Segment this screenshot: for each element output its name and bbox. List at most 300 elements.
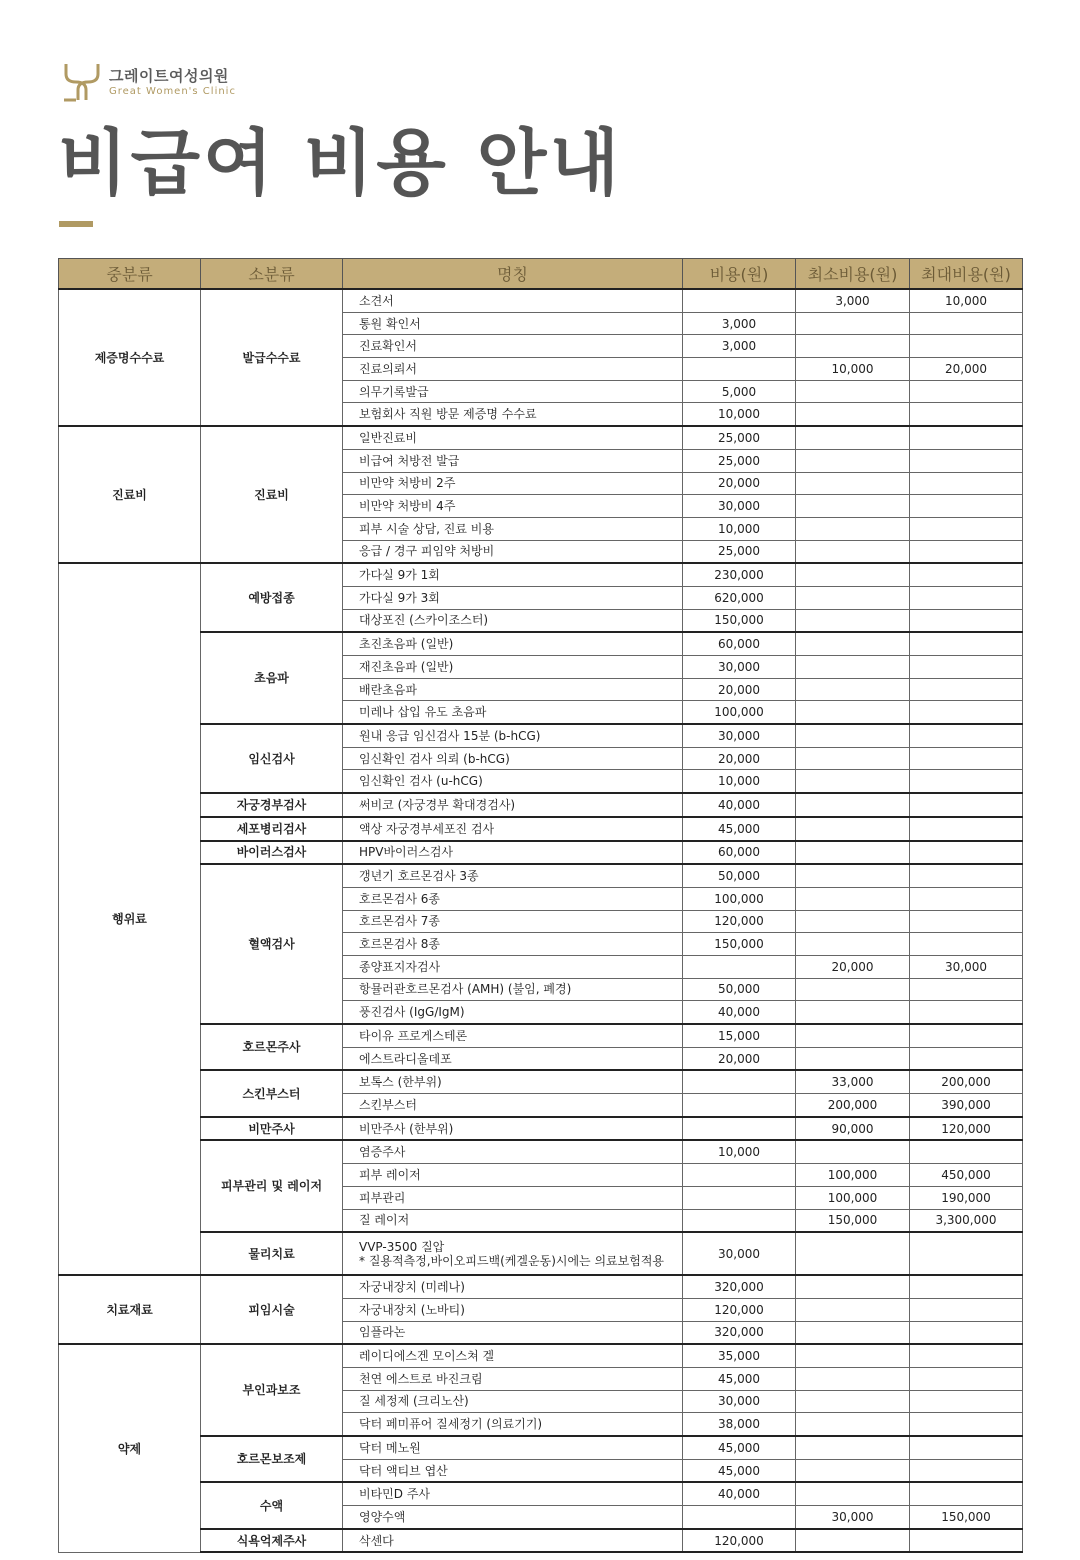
subcategory-cell: 물리치료	[201, 1232, 343, 1275]
category-cell: 치료재료	[59, 1275, 201, 1344]
item-name-cell	[343, 609, 683, 632]
cost-cell: 30,000	[683, 724, 796, 747]
item-name-cell	[343, 1344, 683, 1367]
table-row	[59, 1117, 1023, 1141]
max-cost-cell	[910, 1024, 1023, 1047]
table-row	[59, 1344, 1023, 1367]
max-cost-cell	[910, 335, 1023, 358]
max-cost-cell: 390,000	[910, 1094, 1023, 1117]
item-name: 통원 확인서	[359, 316, 421, 331]
cost-cell: 20,000	[683, 1047, 796, 1070]
min-cost-cell	[796, 933, 910, 956]
table-row	[59, 817, 1023, 841]
item-name: 소견서	[359, 293, 394, 308]
item-name: 재진초음파 (일반)	[359, 659, 454, 674]
item-name-cell	[343, 1459, 683, 1482]
item-name-cell	[343, 289, 683, 312]
item-name-cell	[343, 540, 683, 563]
cost-cell: 60,000	[683, 841, 796, 865]
cost-cell: 10,000	[683, 517, 796, 540]
table-row	[59, 793, 1023, 817]
item-name-cell	[343, 933, 683, 956]
cost-cell	[683, 1117, 796, 1141]
cost-cell: 100,000	[683, 701, 796, 724]
cost-cell: 50,000	[683, 978, 796, 1001]
max-cost-cell	[910, 517, 1023, 540]
subcategory-cell: 스킨부스터	[201, 1070, 343, 1116]
item-name: 호르몬검사 8종	[359, 937, 441, 952]
max-cost-cell: 30,000	[910, 955, 1023, 978]
max-cost-cell	[910, 1140, 1023, 1163]
max-cost-cell	[910, 312, 1023, 335]
cost-cell: 120,000	[683, 1298, 796, 1321]
max-cost-cell	[910, 747, 1023, 770]
item-name: 보험회사 직원 방문 제증명 수수료	[359, 407, 537, 422]
subcategory-cell: 진료비	[201, 426, 343, 563]
item-name: 비타민D 주사	[359, 1487, 431, 1502]
cost-cell: 3,000	[683, 335, 796, 358]
cost-cell: 30,000	[683, 656, 796, 679]
item-name: 임신확인 검사 의뢰 (b-hCG)	[359, 751, 510, 766]
item-name: 에스트라디올데포	[359, 1051, 452, 1066]
min-cost-cell	[796, 978, 910, 1001]
item-name-cell	[343, 978, 683, 1001]
item-name: 스킨부스터	[359, 1097, 417, 1112]
max-cost-cell	[910, 1459, 1023, 1482]
cost-cell: 20,000	[683, 472, 796, 495]
item-name: 영양수액	[359, 1509, 406, 1524]
min-cost-cell	[796, 449, 910, 472]
item-name-cell	[343, 1232, 683, 1275]
max-cost-cell	[910, 656, 1023, 679]
min-cost-cell	[796, 1001, 910, 1024]
table-row	[59, 1140, 1023, 1163]
min-cost-cell	[796, 841, 910, 865]
max-cost-cell	[910, 472, 1023, 495]
subcategory-cell: 식욕억제주사	[201, 1529, 343, 1553]
item-name: 자궁내장치 (노바티)	[359, 1302, 465, 1317]
item-name-cell	[343, 632, 683, 655]
min-cost-cell	[796, 770, 910, 793]
item-name-cell	[343, 1164, 683, 1187]
item-name: 진료의뢰서	[359, 361, 417, 376]
item-name-cell	[343, 1186, 683, 1209]
max-cost-cell	[910, 1344, 1023, 1367]
max-cost-cell	[910, 1482, 1023, 1505]
min-cost-cell	[796, 517, 910, 540]
item-name-cell	[343, 678, 683, 701]
max-cost-cell	[910, 495, 1023, 518]
cost-cell: 100,000	[683, 887, 796, 910]
min-cost-cell	[796, 403, 910, 426]
min-cost-cell: 90,000	[796, 1117, 910, 1141]
item-name: 닥터 액티브 엽산	[359, 1463, 448, 1478]
item-name: 천연 에스트로 바진크림	[359, 1371, 483, 1386]
item-name-cell	[343, 380, 683, 403]
cost-cell: 45,000	[683, 1459, 796, 1482]
item-name-cell	[343, 1047, 683, 1070]
item-name: 레이디에스겐 모이스쳐 겔	[359, 1349, 495, 1364]
item-name: 임플라논	[359, 1325, 406, 1340]
item-name: 피부관리	[359, 1190, 406, 1205]
min-cost-cell	[796, 472, 910, 495]
min-cost-cell	[796, 632, 910, 655]
max-cost-cell: 120,000	[910, 1117, 1023, 1141]
max-cost-cell	[910, 1298, 1023, 1321]
subcategory-cell: 혈액검사	[201, 864, 343, 1024]
max-cost-cell: 200,000	[910, 1070, 1023, 1093]
cost-cell	[683, 1070, 796, 1093]
cost-cell: 30,000	[683, 1390, 796, 1413]
item-name: 피부 시술 상담, 진료 비용	[359, 521, 494, 536]
max-cost-cell	[910, 701, 1023, 724]
category-cell: 약제	[59, 1344, 201, 1552]
clinic-name-english: Great Women's Clinic	[109, 86, 236, 97]
cost-cell: 38,000	[683, 1413, 796, 1436]
clinic-name-korean: 그레이트여성의원	[109, 67, 229, 85]
item-name-cell	[343, 1482, 683, 1505]
min-cost-cell: 200,000	[796, 1094, 910, 1117]
min-cost-cell	[796, 724, 910, 747]
item-name: HPV바이러스검사	[359, 845, 454, 860]
subcategory-cell: 수액	[201, 1482, 343, 1528]
table-row	[59, 1529, 1023, 1553]
cost-cell: 30,000	[683, 1232, 796, 1275]
item-name: 삭센다	[359, 1533, 394, 1548]
item-name-cell	[343, 1413, 683, 1436]
min-cost-cell	[796, 701, 910, 724]
subcategory-cell: 임신검사	[201, 724, 343, 793]
max-cost-cell	[910, 841, 1023, 865]
max-cost-cell	[910, 678, 1023, 701]
subcategory-cell: 피임시술	[201, 1275, 343, 1344]
cost-cell: 45,000	[683, 1367, 796, 1390]
max-cost-cell	[910, 724, 1023, 747]
item-name: 닥터 메노원	[359, 1440, 421, 1455]
max-cost-cell: 3,300,000	[910, 1209, 1023, 1232]
table-row	[59, 1275, 1023, 1298]
cost-cell: 20,000	[683, 747, 796, 770]
item-name: 진료확인서	[359, 339, 417, 354]
item-name: 질 레이저	[359, 1213, 410, 1228]
item-name-cell	[343, 495, 683, 518]
subcategory-cell: 초음파	[201, 632, 343, 724]
table-row	[59, 632, 1023, 655]
item-name-cell	[343, 1094, 683, 1117]
item-name: 배란초음파	[359, 682, 417, 697]
max-cost-cell	[910, 933, 1023, 956]
min-cost-cell	[796, 1459, 910, 1482]
item-name-cell	[343, 955, 683, 978]
min-cost-cell: 100,000	[796, 1164, 910, 1187]
item-name-cell	[343, 1529, 683, 1553]
subcategory-cell: 바이러스검사	[201, 841, 343, 865]
table-row	[59, 1070, 1023, 1093]
min-cost-cell: 150,000	[796, 1209, 910, 1232]
cost-cell: 15,000	[683, 1024, 796, 1047]
table-header-row	[59, 259, 1023, 290]
min-cost-cell	[796, 335, 910, 358]
min-cost-cell: 3,000	[796, 289, 910, 312]
item-name-cell	[343, 1070, 683, 1093]
category-cell: 진료비	[59, 426, 201, 563]
item-name: 미레나 삽입 유도 초음파	[359, 705, 487, 720]
max-cost-cell	[910, 770, 1023, 793]
min-cost-cell	[796, 563, 910, 586]
min-cost-cell	[796, 586, 910, 609]
max-cost-cell	[910, 887, 1023, 910]
cost-cell	[683, 1164, 796, 1187]
cost-cell: 60,000	[683, 632, 796, 655]
min-cost-cell	[796, 793, 910, 817]
max-cost-cell	[910, 586, 1023, 609]
cost-cell: 120,000	[683, 910, 796, 933]
max-cost-cell	[910, 540, 1023, 563]
max-cost-cell	[910, 380, 1023, 403]
item-name: 호르몬검사 7종	[359, 914, 441, 929]
cost-cell: 40,000	[683, 1001, 796, 1024]
cost-cell	[683, 1094, 796, 1117]
subcategory-cell: 비만주사	[201, 1117, 343, 1141]
min-cost-cell	[796, 495, 910, 518]
min-cost-cell: 100,000	[796, 1186, 910, 1209]
table-row	[59, 563, 1023, 586]
cost-cell	[683, 289, 796, 312]
item-name-cell	[343, 1390, 683, 1413]
item-name-cell	[343, 770, 683, 793]
max-cost-cell	[910, 1275, 1023, 1298]
max-cost-cell	[910, 426, 1023, 449]
item-name-cell	[343, 701, 683, 724]
item-name: VVP-3500 질압	[359, 1239, 445, 1254]
cost-cell: 150,000	[683, 933, 796, 956]
table-row	[59, 864, 1023, 887]
max-cost-cell	[910, 609, 1023, 632]
item-name-cell	[343, 426, 683, 449]
min-cost-cell: 30,000	[796, 1506, 910, 1529]
table-row	[59, 841, 1023, 865]
item-name: 보톡스 (한부위)	[359, 1075, 442, 1090]
max-cost-cell: 20,000	[910, 358, 1023, 381]
cost-cell: 50,000	[683, 864, 796, 887]
max-cost-cell	[910, 864, 1023, 887]
min-cost-cell	[796, 1367, 910, 1390]
cost-cell: 45,000	[683, 817, 796, 841]
item-name-cell	[343, 864, 683, 887]
header-item-name: 명칭	[343, 259, 683, 290]
item-name-cell	[343, 887, 683, 910]
item-name-cell	[343, 1209, 683, 1232]
item-name: 일반진료비	[359, 430, 417, 445]
min-cost-cell	[796, 1344, 910, 1367]
item-name: 가다실 9가 3회	[359, 590, 440, 605]
min-cost-cell	[796, 380, 910, 403]
max-cost-cell: 190,000	[910, 1186, 1023, 1209]
max-cost-cell	[910, 632, 1023, 655]
item-name: 종양표지자검사	[359, 959, 441, 974]
item-name-cell	[343, 1506, 683, 1529]
subcategory-cell: 피부관리 및 레이저	[201, 1140, 343, 1232]
max-cost-cell	[910, 1436, 1023, 1459]
item-name-cell	[343, 1001, 683, 1024]
item-name-cell	[343, 910, 683, 933]
item-name: 피부 레이저	[359, 1167, 421, 1182]
item-name: 염증주사	[359, 1145, 406, 1160]
max-cost-cell: 10,000	[910, 289, 1023, 312]
min-cost-cell: 20,000	[796, 955, 910, 978]
cost-cell: 35,000	[683, 1344, 796, 1367]
cost-cell: 45,000	[683, 1436, 796, 1459]
max-cost-cell	[910, 1321, 1023, 1344]
fee-table-body	[59, 289, 1023, 1552]
clinic-logo	[62, 60, 322, 104]
max-cost-cell	[910, 403, 1023, 426]
clinic-logo-icon	[62, 60, 102, 104]
item-name: 갱년기 호르몬검사 3종	[359, 869, 479, 884]
subcategory-cell: 발급수수료	[201, 289, 343, 426]
min-cost-cell	[796, 1390, 910, 1413]
cost-cell: 230,000	[683, 563, 796, 586]
min-cost-cell	[796, 864, 910, 887]
item-name-cell	[343, 1275, 683, 1298]
min-cost-cell	[796, 1298, 910, 1321]
min-cost-cell	[796, 1140, 910, 1163]
min-cost-cell	[796, 817, 910, 841]
item-name-cell	[343, 656, 683, 679]
max-cost-cell	[910, 978, 1023, 1001]
min-cost-cell	[796, 910, 910, 933]
cost-cell	[683, 1186, 796, 1209]
cost-cell: 320,000	[683, 1275, 796, 1298]
max-cost-cell	[910, 1001, 1023, 1024]
cost-cell: 25,000	[683, 449, 796, 472]
table-row	[59, 724, 1023, 747]
subcategory-cell: 호르몬보조제	[201, 1436, 343, 1482]
subcategory-cell: 세포병리검사	[201, 817, 343, 841]
cost-cell: 150,000	[683, 609, 796, 632]
item-name-cell	[343, 1140, 683, 1163]
max-cost-cell	[910, 563, 1023, 586]
table-row	[59, 289, 1023, 312]
max-cost-cell	[910, 1232, 1023, 1275]
item-name: 비만주사 (한부위)	[359, 1121, 454, 1136]
max-cost-cell	[910, 1413, 1023, 1436]
cost-cell: 10,000	[683, 403, 796, 426]
table-row	[59, 1436, 1023, 1459]
table-row	[59, 1482, 1023, 1505]
item-name: 자궁내장치 (미레나)	[359, 1280, 465, 1295]
item-name-cell	[343, 563, 683, 586]
page-title: 비급여 비용 안내	[58, 121, 622, 205]
header-max-cost: 최대비용(원)	[910, 259, 1023, 290]
item-name: 응급 / 경구 피임약 처방비	[359, 544, 495, 559]
item-name-cell	[343, 358, 683, 381]
item-name-cell	[343, 312, 683, 335]
cost-cell	[683, 1209, 796, 1232]
cost-cell: 5,000	[683, 380, 796, 403]
item-name: 의무기록발급	[359, 384, 429, 399]
item-name: 비만약 처방비 2주	[359, 476, 456, 491]
item-name-cell	[343, 1024, 683, 1047]
min-cost-cell	[796, 1482, 910, 1505]
cost-cell: 320,000	[683, 1321, 796, 1344]
cost-cell: 20,000	[683, 678, 796, 701]
item-name: 액상 자궁경부세포진 검사	[359, 821, 495, 836]
min-cost-cell: 10,000	[796, 358, 910, 381]
table-row	[59, 426, 1023, 449]
max-cost-cell	[910, 1390, 1023, 1413]
min-cost-cell: 33,000	[796, 1070, 910, 1093]
min-cost-cell	[796, 887, 910, 910]
cost-cell	[683, 955, 796, 978]
item-note: * 질용적측정,바이오피드백(케겔운동)시에는 의료보험적용	[359, 1253, 665, 1268]
item-name-cell	[343, 747, 683, 770]
header-min-cost: 최소비용(원)	[796, 259, 910, 290]
cost-cell: 620,000	[683, 586, 796, 609]
max-cost-cell	[910, 817, 1023, 841]
min-cost-cell	[796, 1047, 910, 1070]
item-name-cell	[343, 1321, 683, 1344]
cost-cell: 25,000	[683, 540, 796, 563]
item-name-cell	[343, 586, 683, 609]
min-cost-cell	[796, 426, 910, 449]
table-row	[59, 1024, 1023, 1047]
title-accent-bar	[59, 221, 93, 227]
min-cost-cell	[796, 747, 910, 770]
max-cost-cell: 450,000	[910, 1164, 1023, 1187]
item-name-cell	[343, 1367, 683, 1390]
item-name: 임신확인 검사 (u-hCG)	[359, 774, 483, 789]
item-name-cell	[343, 1117, 683, 1141]
min-cost-cell	[796, 678, 910, 701]
min-cost-cell	[796, 1321, 910, 1344]
item-name: 풍진검사 (IgG/IgM)	[359, 1005, 465, 1020]
cost-cell	[683, 1506, 796, 1529]
table-row	[59, 1232, 1023, 1275]
item-name: 타이유 프로게스테론	[359, 1028, 468, 1043]
max-cost-cell	[910, 1367, 1023, 1390]
item-name-cell	[343, 517, 683, 540]
header-subcategory: 소분류	[201, 259, 343, 290]
subcategory-cell: 부인과보조	[201, 1344, 343, 1436]
item-name-cell	[343, 335, 683, 358]
max-cost-cell	[910, 1529, 1023, 1553]
item-name-cell	[343, 817, 683, 841]
subcategory-cell: 호르몬주사	[201, 1024, 343, 1070]
item-name-cell	[343, 724, 683, 747]
min-cost-cell	[796, 540, 910, 563]
item-name-cell	[343, 472, 683, 495]
max-cost-cell	[910, 1047, 1023, 1070]
category-cell: 제증명수수료	[59, 289, 201, 426]
cost-cell: 40,000	[683, 793, 796, 817]
min-cost-cell	[796, 1436, 910, 1459]
item-name-cell	[343, 1298, 683, 1321]
item-name: 써비코 (자궁경부 확대경검사)	[359, 797, 516, 812]
cost-cell: 10,000	[683, 770, 796, 793]
min-cost-cell	[796, 1275, 910, 1298]
fee-table	[58, 258, 1023, 1553]
item-name: 가다실 9가 1회	[359, 568, 440, 583]
subcategory-cell: 자궁경부검사	[201, 793, 343, 817]
item-name-cell	[343, 841, 683, 865]
min-cost-cell	[796, 1232, 910, 1275]
cost-cell: 40,000	[683, 1482, 796, 1505]
item-name: 항뮬러관호르몬검사 (AMH) (불임, 폐경)	[359, 982, 572, 997]
cost-cell: 120,000	[683, 1529, 796, 1553]
subcategory-cell: 예방접종	[201, 563, 343, 632]
cost-cell: 30,000	[683, 495, 796, 518]
